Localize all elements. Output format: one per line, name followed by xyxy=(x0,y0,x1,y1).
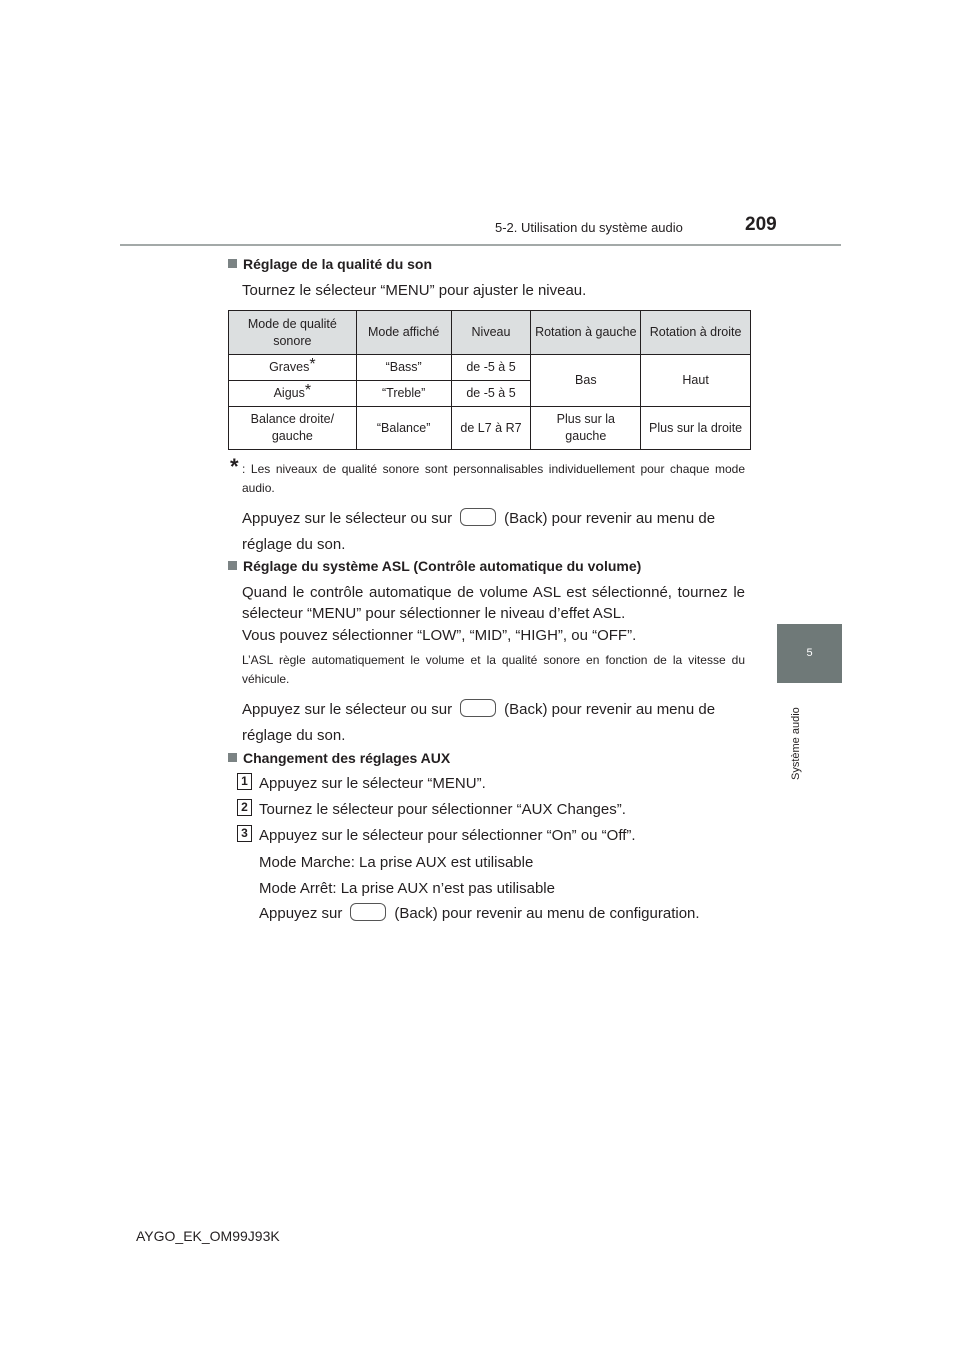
table-cell: “Balance” xyxy=(356,407,451,450)
table-header-cell: Rotation à gauche xyxy=(531,311,641,355)
chapter-tab xyxy=(777,624,842,683)
step-number-badge: 2 xyxy=(237,799,252,816)
sound-quality-table xyxy=(228,310,751,450)
aux-step-text: Appuyez sur le sélecteur “MENU”. xyxy=(259,775,486,792)
asl-heading: Réglage du système ASL (Contrôle automatique du volume) xyxy=(228,558,641,574)
aux-mode-off: Mode Arrêt: La prise AUX n’est pas utilisable xyxy=(259,880,555,897)
table-cell: Plus sur la droite xyxy=(641,407,751,450)
aux-step-text: Tournez le sélecteur pour sélectionner “AUX Changes”. xyxy=(259,801,626,818)
back-button-icon xyxy=(460,699,496,717)
chapter-tab-label xyxy=(786,690,804,780)
table-cell: de -5 à 5 xyxy=(451,381,531,407)
square-bullet-icon xyxy=(228,259,237,268)
table-header-cell: Mode affiché xyxy=(356,311,451,355)
square-bullet-icon xyxy=(228,561,237,570)
square-bullet-icon xyxy=(228,753,237,762)
sound-quality-heading: Réglage de la qualité du son xyxy=(228,256,432,272)
table-header-cell: Niveau xyxy=(451,311,531,355)
table-row xyxy=(229,355,751,381)
aux-mode-on: Mode Marche: La prise AUX est utilisable xyxy=(259,854,534,871)
table-cell: de -5 à 5 xyxy=(451,355,531,381)
sound-back-instruction: Appuyez sur le sélecteur ou sur (Back) pour revenir au menu de réglage du son. xyxy=(242,510,716,553)
table-cell: Bas xyxy=(531,355,641,407)
table-cell: Balance droite/ gauche xyxy=(229,407,357,450)
footnote-marker: * xyxy=(309,356,316,373)
aux-heading: Changement des réglages AUX xyxy=(228,750,450,766)
asl-note: L’ASL règle automatiquement le volume et la qualité sonore en fonction de la vitesse du véhicule. xyxy=(242,653,745,686)
asl-back-instruction: Appuyez sur le sélecteur ou sur (Back) pour revenir au menu de réglage du son. xyxy=(242,701,716,744)
table-cell: Graves* xyxy=(229,355,357,381)
asl-description: Quand le contrôle automatique de volume ASL est sélectionné, tournez le sélecteur “MENU” pour sélectionner le niveau d’effet ASL. xyxy=(242,584,745,622)
table-cell: “Bass” xyxy=(356,355,451,381)
step-number-badge: 1 xyxy=(237,773,252,790)
running-header-section: 5-2. Utilisation du système audio xyxy=(495,220,683,235)
aux-back-instruction: Appuyez sur (Back) pour revenir au menu de configuration. xyxy=(259,905,700,922)
sound-quality-instruction: Tournez le sélecteur “MENU” pour ajuster le niveau. xyxy=(242,282,587,299)
table-cell: Haut xyxy=(641,355,751,407)
step-number-badge: 3 xyxy=(237,825,252,842)
page-number: 209 xyxy=(745,214,777,235)
table-cell: “Treble” xyxy=(356,381,451,407)
back-button-icon xyxy=(350,903,386,921)
table-header-cell: Mode de qualité sonore xyxy=(229,311,357,355)
table-cell: Aigus* xyxy=(229,381,357,407)
table-footnote: : Les niveaux de qualité sonore sont personnalisables individuellement pour chaque mode audio. xyxy=(242,462,745,495)
chapter-title: Système audio xyxy=(790,707,802,780)
table-header-cell: Rotation à droite xyxy=(641,311,751,355)
table-header-row xyxy=(229,311,751,355)
header-divider xyxy=(120,244,841,246)
asl-options: Vous pouvez sélectionner “LOW”, “MID”, “HIGH”, ou “OFF”. xyxy=(242,627,637,644)
footnote-marker: * xyxy=(304,382,312,399)
back-button-icon xyxy=(460,508,496,526)
table-cell: Plus sur la gauche xyxy=(531,407,641,450)
footnote-marker: * xyxy=(230,454,239,479)
document-code: AYGO_EK_OM99J93K xyxy=(136,1228,280,1244)
aux-step-text: Appuyez sur le sélecteur pour sélectionner “On” ou “Off”. xyxy=(259,827,636,844)
table-row xyxy=(229,407,751,450)
table-cell: de L7 à R7 xyxy=(451,407,531,450)
chapter-number: 5 xyxy=(806,647,813,659)
